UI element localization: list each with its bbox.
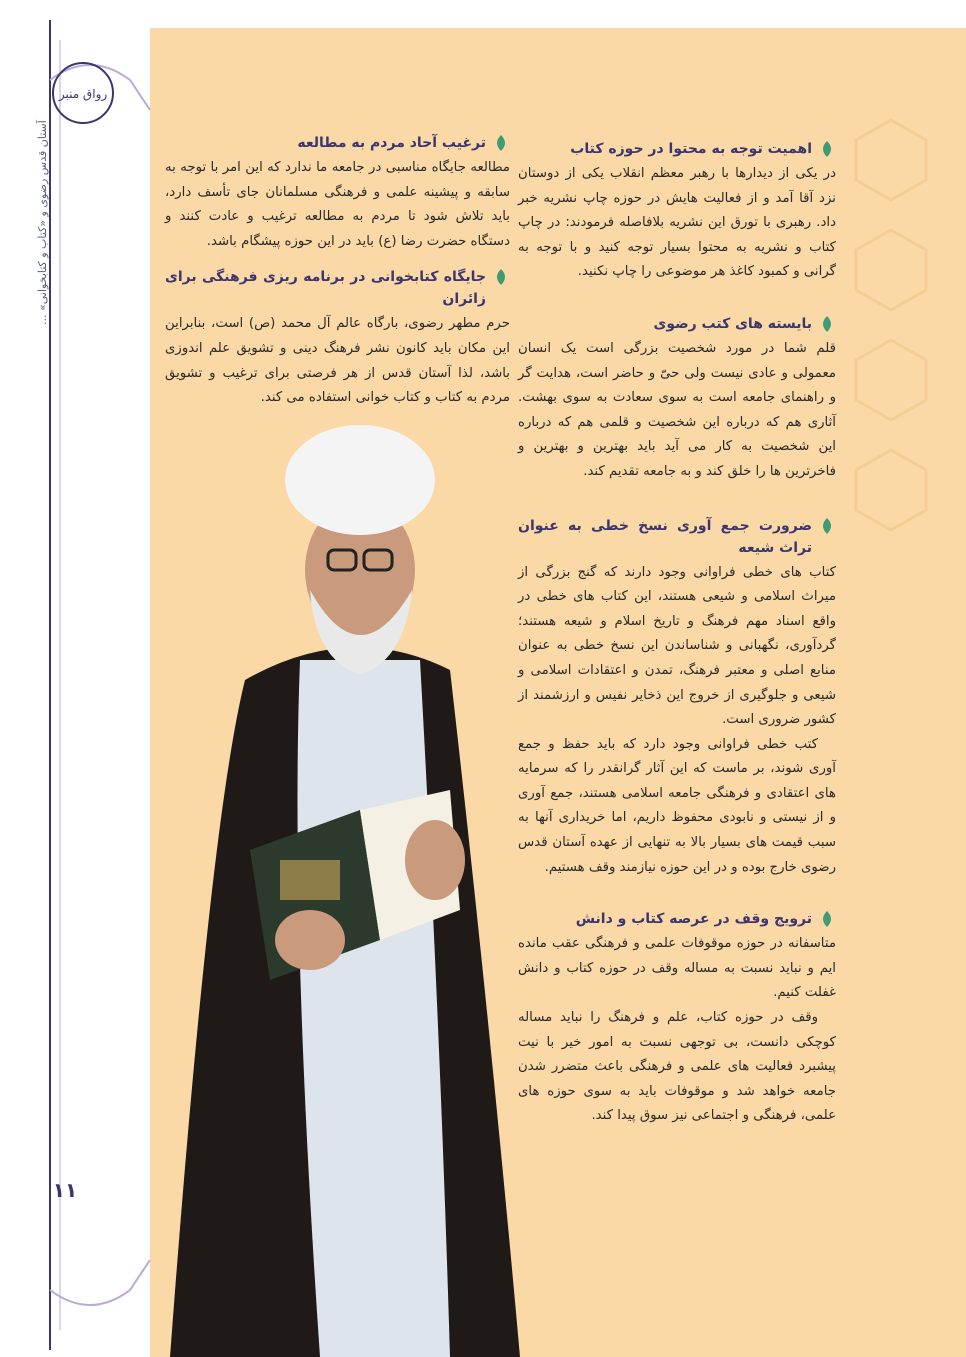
section-heading bbox=[518, 515, 836, 559]
section-endowment bbox=[518, 908, 836, 1129]
section-title: ترویج وقف در عرصه کتاب و دانش bbox=[575, 911, 812, 928]
section-pilgrims-reading bbox=[165, 266, 510, 410]
section-heading bbox=[518, 908, 836, 930]
section-body bbox=[518, 932, 836, 1129]
page-number: ۱۱ bbox=[52, 1178, 78, 1202]
section-body bbox=[518, 337, 836, 485]
section-encourage-reading bbox=[165, 132, 510, 254]
section-body bbox=[165, 312, 510, 410]
paragraph: متاسفانه در حوزه موقوفات علمی و فرهنگی عقب مانده ایم و نباید نسبت به مساله وقف در حوزه کتاب و دانش غفلت کنیم. bbox=[518, 936, 836, 1001]
leaf-icon bbox=[818, 140, 836, 158]
paragraph: کتاب های خطی فراوانی وجود دارند که گنج بزرگی از میراث اسلامی و شیعی هستند، این کتاب های خطی در واقع اسناد مهم فرهنگ و تاریخ اسلام و شیعه هستند؛ گردآوری، نگهبانی و شناساندن این نسخ خطی به عنوان منابع اصلی و معتبر فرهنگ، تمدن و اعتقادات اسلامی و شیعی و جلوگیری از خروج این ذخایر نفیس و ارزشمند از کشور ضروری است. bbox=[518, 564, 836, 728]
side-running-title: آستان قدس رضوی و «کتاب و کتابخوانی» ... bbox=[36, 120, 49, 325]
paragraph: در یکی از دیدارها با رهبر معظم انقلاب یکی از دوستان نزد آقا آمد و از فعالیت هایش در حوزه چاپ نشریه خبر داد. رهبری با تورق این نشریه بلافاصله فرمودند: در چاپ کتاب و نشریه به محتوا بسیار توجه کنید و با توجه به گرانی و کمبود کاغذ هر موضوعی را چاپ نکنید. bbox=[518, 166, 836, 280]
section-heading bbox=[165, 132, 510, 154]
left-column bbox=[165, 132, 510, 411]
leaf-icon bbox=[818, 315, 836, 333]
section-heading bbox=[518, 313, 836, 335]
svg-text:رواق منبر: رواق منبر bbox=[58, 87, 108, 101]
section-content-importance bbox=[518, 138, 836, 285]
section-title: ضرورت جمع آوری نسخ خطی به عنوان تراث شیعه bbox=[518, 517, 812, 556]
section-body bbox=[518, 561, 836, 881]
section-title: بایسته های کتب رضوی bbox=[653, 315, 812, 332]
background-pattern bbox=[816, 100, 966, 560]
paragraph: مطالعه جایگاه مناسبی در جامعه ما ندارد که این امر با توجه به سابقه و پیشینه علمی و فرهنگی مسلمانان جای تأسف دارد، باید تلاش شود تا مردم به مطالعه ترغیب و عادت کنند و دستگاه حضرت رضا (ع) باید در این حوزه پیشگام باشد. bbox=[165, 160, 510, 249]
section-razavi-books bbox=[518, 313, 836, 485]
section-body bbox=[165, 156, 510, 254]
leaf-icon bbox=[818, 517, 836, 535]
cleric-reading-book-photo bbox=[150, 420, 540, 1357]
section-heading bbox=[518, 138, 836, 160]
section-heading bbox=[165, 266, 510, 310]
paragraph: وقف در حوزه کتاب، علم و فرهنگ را نباید مساله کوچکی دانست، بی توجهی نسبت به امور خیر با نیت پیشبرد فعالیت های علمی و فرهنگی باعث متضرر شدن جامعه خواهد شد و موقوفات باید به سوی حوزه های علمی، فرهنگی و اجتماعی نیز سوق پیدا کند. bbox=[518, 1010, 836, 1124]
leaf-icon bbox=[492, 268, 510, 286]
paragraph: حرم مطهر رضوی، بارگاه عالم آل محمد (ص) است، بنابراین این مکان باید کانون نشر فرهنگ دینی و تشویق علم اندوزی باشد، لذا آستان قدس از هر فرصتی برای ترغیب و تشویق مردم به کتاب و کتاب خوانی استفاده می کند. bbox=[165, 316, 510, 406]
leaf-icon bbox=[818, 910, 836, 928]
section-title: ترغیب آحاد مردم به مطالعه bbox=[297, 135, 486, 151]
leaf-icon bbox=[492, 134, 510, 152]
paragraph: کتب خطی فراوانی وجود دارد که باید حفظ و جمع آوری شوند، بر ماست که این آثار گرانقدر را که سرمایه های اعتقادی و فرهنگی جامعه اسلامی هستند، جمع آوری و از نیستی و نابودی محفوظ داریم، اما خریداری آنها به سبب قیمت های بسیار بالا به تنهایی از عهده آستان قدس رضوی خارج بوده و در این حوزه نیازمند وقف هستیم. bbox=[518, 736, 836, 875]
paragraph: قلم شما در مورد شخصیت بزرگی است یک انسان معمولی و عادی نیست ولی حیّ و حاضر است، هدایت گر و راهنمای جامعه است به سوی سعادت به سوی بهشت. آثاری هم که درباره این شخصیت و قلمی هم که درباره این شخصیت به کار می آید باید بهترین و بهترین و فاخرترین ها را خلق کند و به جامعه تقدیم کند. bbox=[518, 340, 836, 479]
magazine-logo bbox=[48, 58, 118, 128]
section-title: اهمیت توجه به محتوا در حوزه کتاب bbox=[570, 141, 812, 157]
section-title: جایگاه کتابخوانی در برنامه ریزی فرهنگی برای زائران bbox=[165, 269, 486, 308]
section-manuscripts bbox=[518, 515, 836, 881]
right-column bbox=[518, 138, 836, 1129]
section-body bbox=[518, 162, 836, 285]
